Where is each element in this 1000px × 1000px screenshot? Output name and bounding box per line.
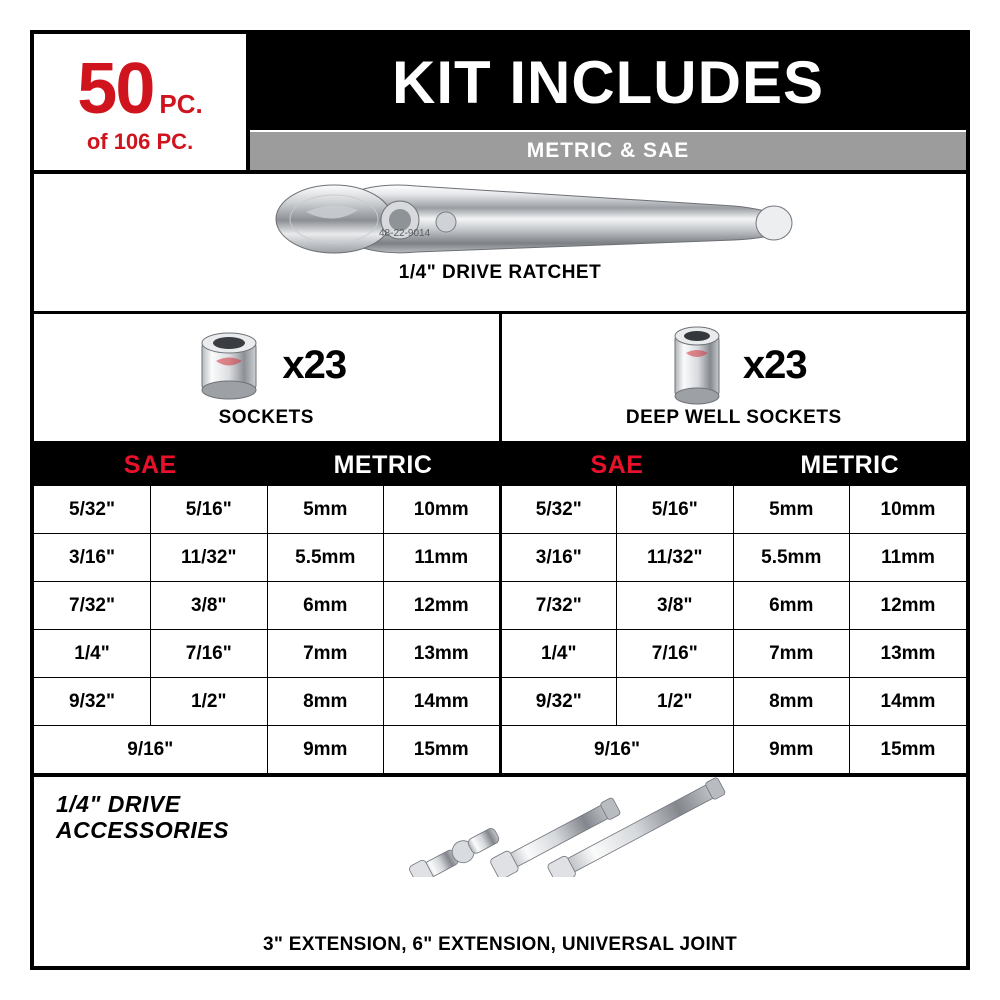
accessories-section: [34, 774, 966, 966]
piece-count-subtitle: of 106 PC.: [86, 129, 194, 154]
cell: 8mm: [267, 678, 384, 726]
deep-well-socket-icon: [661, 323, 733, 409]
page-title: KIT INCLUDES: [392, 48, 824, 116]
cell: 13mm: [850, 630, 967, 678]
cell: 6mm: [267, 582, 384, 630]
sockets-cell: [34, 314, 502, 441]
cell: 11/32": [617, 534, 734, 582]
cell: 1/2": [617, 678, 734, 726]
ratchet-illustration: [34, 174, 966, 266]
cell: 7mm: [733, 630, 850, 678]
socket-summary-row: [34, 314, 966, 444]
header-sae-sockets: SAE: [34, 445, 267, 486]
cell: 9mm: [267, 726, 384, 774]
cell: 15mm: [384, 726, 501, 774]
cell: 11/32": [151, 534, 268, 582]
cell: 7/32": [500, 582, 617, 630]
kit-subtitle: METRIC & SAE: [526, 139, 690, 162]
table-row-last: [34, 726, 966, 774]
cell: 5/16": [617, 486, 734, 534]
deep-well-sockets-quantity: x23: [742, 343, 807, 387]
cell: 9/16": [34, 726, 267, 774]
cell: 7mm: [267, 630, 384, 678]
cell: 9/16": [500, 726, 733, 774]
kit-title-box: [250, 34, 966, 170]
size-table: [34, 444, 966, 774]
cell: 3/16": [34, 534, 151, 582]
cell: 9mm: [733, 726, 850, 774]
deep-well-sockets-label: DEEP WELL SOCKETS: [625, 406, 842, 428]
cell: 5.5mm: [267, 534, 384, 582]
sockets-quantity: x23: [282, 343, 347, 387]
cell: 15mm: [850, 726, 967, 774]
piece-count-main: [77, 49, 203, 129]
cell: 14mm: [850, 678, 967, 726]
accessories-title-line1: 1/4" DRIVE: [56, 791, 181, 817]
header-metric-deep: METRIC: [733, 445, 966, 486]
piece-count-number: 50: [77, 49, 154, 129]
accessories-caption: 3" EXTENSION, 6" EXTENSION, UNIVERSAL JOINT: [263, 934, 737, 955]
cell: 5/16": [151, 486, 268, 534]
cell: 1/4": [34, 630, 151, 678]
cell: 7/16": [617, 630, 734, 678]
accessories-illustration: [34, 777, 966, 934]
cell: 11mm: [384, 534, 501, 582]
piece-count-box: [34, 34, 250, 170]
piece-count-unit: PC.: [159, 89, 203, 119]
accessories-title-line2: ACCESSORIES: [56, 817, 229, 844]
cell: 5/32": [500, 486, 617, 534]
deep-well-sockets-cell: [502, 314, 967, 441]
table-row: [34, 534, 966, 582]
cell: 5/32": [34, 486, 151, 534]
cell: 10mm: [384, 486, 501, 534]
cell: 12mm: [850, 582, 967, 630]
cell: 9/32": [34, 678, 151, 726]
cell: 7/16": [151, 630, 268, 678]
header-metric-sockets: METRIC: [267, 445, 500, 486]
cell: 14mm: [384, 678, 501, 726]
cell: 5.5mm: [733, 534, 850, 582]
table-row: [34, 678, 966, 726]
cell: 3/8": [617, 582, 734, 630]
socket-icon: [186, 327, 272, 405]
cell: 8mm: [733, 678, 850, 726]
poster-frame: [30, 30, 970, 970]
cell: 13mm: [384, 630, 501, 678]
header-sae-deep: SAE: [500, 445, 733, 486]
cell: 9/32": [500, 678, 617, 726]
kit-subtitle-bar: [250, 130, 966, 170]
cell: 1/4": [500, 630, 617, 678]
header: [34, 34, 966, 174]
sockets-label: SOCKETS: [218, 406, 314, 428]
cell: 1/2": [151, 678, 268, 726]
cell: 3/16": [500, 534, 617, 582]
cell: 5mm: [267, 486, 384, 534]
cell: 11mm: [850, 534, 967, 582]
svg-text:48-22-9014: 48-22-9014: [379, 228, 431, 239]
table-row: [34, 582, 966, 630]
ratchet-caption: 1/4" DRIVE RATCHET: [398, 262, 602, 283]
table-row: [34, 486, 966, 534]
cell: 6mm: [733, 582, 850, 630]
cell: 10mm: [850, 486, 967, 534]
cell: 5mm: [733, 486, 850, 534]
cell: 3/8": [151, 582, 268, 630]
cell: 7/32": [34, 582, 151, 630]
table-header-row: [34, 445, 966, 486]
table-row: [34, 630, 966, 678]
cell: 12mm: [384, 582, 501, 630]
kit-title-bar: [250, 34, 966, 130]
ratchet-section: [34, 174, 966, 314]
